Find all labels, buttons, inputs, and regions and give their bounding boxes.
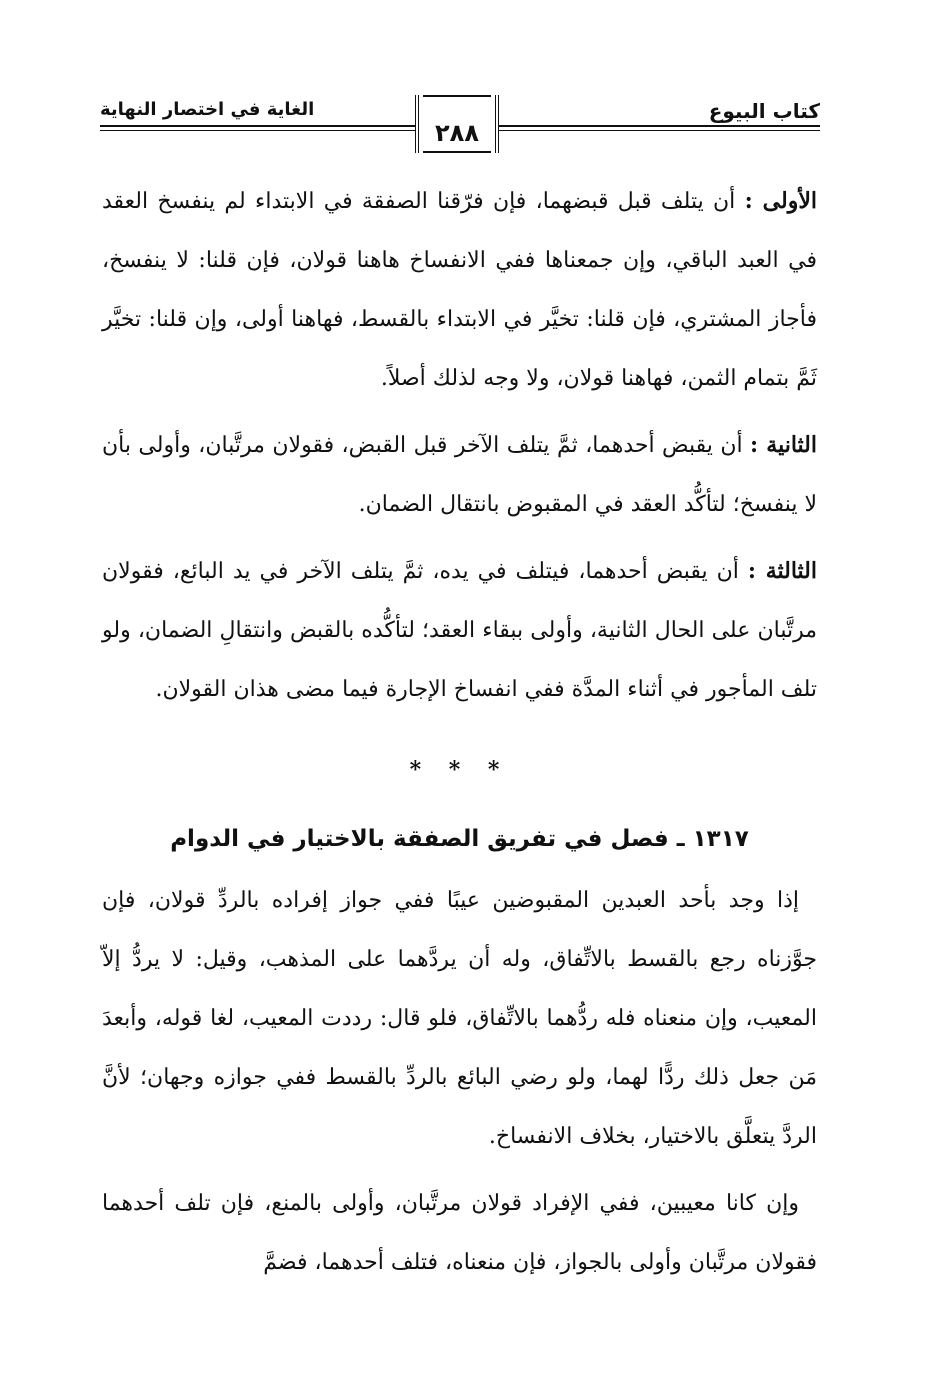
paragraph-third	[102, 542, 817, 719]
paragraph-text: أن يقبض أحدهما، فيتلف في يده، ثمَّ يتلف الآخر في يد البائع، فقولان مرتَّبان على الحال الثانية، وأولى ببقاء العقد؛ لتأكُّده بالقبض وانتقالِ الضمان، ولو تلف المأجور في أثناء المدَّة ففي انفساخ الإجارة فيما مضى هذان القولان.	[102, 559, 817, 702]
section-separator: * * *	[409, 757, 510, 783]
chapter-title: كتاب البيوع	[708, 99, 820, 123]
page-number-box	[415, 95, 499, 153]
paragraph-first	[102, 172, 817, 408]
paragraph-text: أن يتلف قبل قبضهما، فإن فرّقنا الصفقة في الابتداء لم ينفسخ العقد في العبد الباقي، وإن جمعناها ففي الانفساخ هاهنا قولان، فإن قلنا: لا ينفسخ، فأجاز المشتري، فإن قلنا: تخيَّر في الابتداء بالقسط، فهاهنا أولى، وإن قلنا: تخيَّر ثَمَّ بتمام الثمن، فهاهنا قولان، ولا وجه لذلك أصلاً.	[102, 189, 817, 391]
paragraph-lead: الثانية :	[750, 432, 817, 458]
page-number: ٢٨٨	[435, 119, 479, 147]
paragraph-text: أن يقبض أحدهما، ثمَّ يتلف الآخر قبل القبض، فقولان مرتَّبان، وأولى بأن لا ينفسخ؛ لتأكُّد العقد في المقبوض بانتقال الضمان.	[102, 433, 817, 517]
section-heading: ١٣١٧ ـ فصل في تفريق الصفقة بالاختيار في الدوام	[170, 826, 749, 852]
page-body	[102, 172, 817, 1300]
running-header	[100, 95, 820, 155]
book-title: الغاية في اختصار النهاية	[100, 99, 315, 120]
section-paragraph: إذا وجد بأحد العبدين المقبوضين عيبًا ففي جواز إفراده بالردِّ قولان، فإن جوَّزناه رجع بالقسط بالاتِّفاق، وله أن يردَّهما على المذهب، وقيل: لا يردُّ إلاّ المعيب، وإن منعناه فله ردُّهما بالاتِّفاق، فلو قال: رددت المعيب، لغا قوله، وأبعدَ مَن جعل ذلك ردًّا لهما، ولو رضي البائع بالردِّ بالقسط ففي جوازه وجهان؛ لأنَّ الردَّ يتعلَّق بالاختيار، بخلاف الانفساخ.	[102, 888, 817, 1149]
paragraph-second	[102, 416, 817, 534]
section-paragraph: وإن كانا معيبين، ففي الإفراد قولان مرتَّبان، وأولى بالمنع، فإن تلف أحدهما فقولان مرتَّبان وأولى بالجواز، فإن منعناه، فتلف أحدهما، فضمَّ	[102, 1191, 817, 1275]
paragraph-lead: الأولى :	[744, 188, 817, 214]
paragraph-lead: الثالثة :	[747, 558, 817, 584]
